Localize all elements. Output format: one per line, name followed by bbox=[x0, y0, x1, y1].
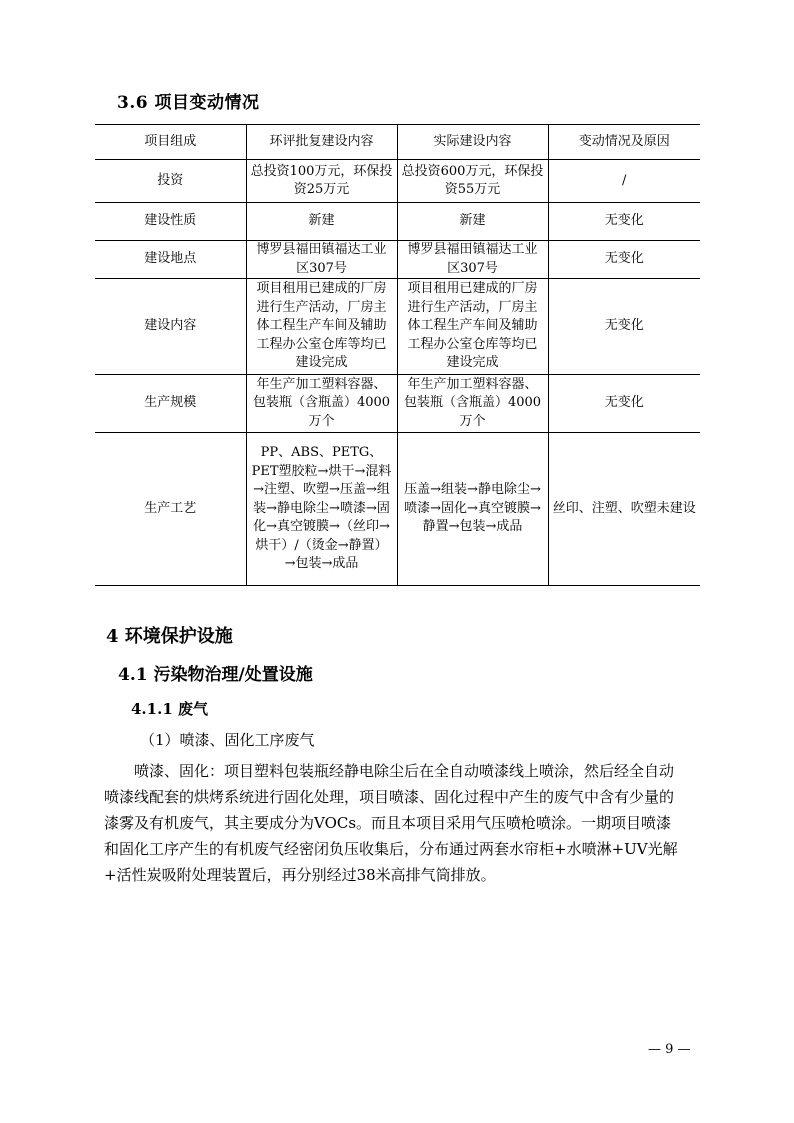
table-cell: 无变化 bbox=[548, 375, 700, 433]
heading-environmental-facilities: 4 环境保护设施 bbox=[106, 626, 233, 647]
heading-exhaust-gas: 4.1.1 废气 bbox=[131, 700, 208, 718]
table-row bbox=[95, 279, 700, 375]
table-cell: 压盖→组装→静电除尘→喷漆→固化→真空镀膜→静置→包装→成品 bbox=[397, 433, 548, 586]
table-cell: 无变化 bbox=[548, 241, 700, 279]
table-cell: 年生产加工塑料容器、包装瓶（含瓶盖）4000万个 bbox=[246, 375, 397, 433]
table-row bbox=[95, 160, 700, 203]
table-cell: 投资 bbox=[95, 160, 246, 203]
heading-pollutant-treatment: 4.1 污染物治理/处置设施 bbox=[118, 665, 313, 685]
table-cell: 生产规模 bbox=[95, 375, 246, 433]
table-cell: 总投资100万元，环保投资25万元 bbox=[246, 160, 397, 203]
table-header-cell: 环评批复建设内容 bbox=[246, 125, 397, 160]
table-header-cell: 实际建设内容 bbox=[397, 125, 548, 160]
table-cell: 丝印、注塑、吹塑未建设 bbox=[548, 433, 700, 586]
table-cell: 项目租用已建成的厂房进行生产活动，厂房主体工程生产车间及辅助工程办公室仓库等均已建设完成 bbox=[397, 279, 548, 375]
table-cell: 新建 bbox=[397, 203, 548, 241]
table-cell: 博罗县福田镇福达工业区307号 bbox=[246, 241, 397, 279]
table-cell: 新建 bbox=[246, 203, 397, 241]
table-header-row bbox=[95, 125, 700, 160]
table-row bbox=[95, 433, 700, 586]
project-change-table bbox=[95, 124, 700, 586]
table-cell: 总投资600万元，环保投资55万元 bbox=[397, 160, 548, 203]
subheading-spray-curing: （1）喷漆、固化工序废气 bbox=[140, 731, 315, 749]
table-cell: 建设性质 bbox=[95, 203, 246, 241]
table-cell: 无变化 bbox=[548, 203, 700, 241]
table-header-cell: 变动情况及原因 bbox=[548, 125, 700, 160]
table-cell: PP、ABS、PETG、PET塑胶粒→烘干→混料→注塑、吹塑→压盖→组装→静电除尘→喷漆→固化→真空镀膜→（丝印→烘干）/（烫金→静置）→包装→成品 bbox=[246, 433, 397, 586]
table-cell: 年生产加工塑料容器、包装瓶（含瓶盖）4000万个 bbox=[397, 375, 548, 433]
body-paragraph: 喷漆、固化：项目塑料包装瓶经静电除尘后在全自动喷漆线上喷涂，然后经全自动喷漆线配套的烘烤系统进行固化处理，项目喷漆、固化过程中产生的废气中含有少量的漆雾及有机废气，其主要成分为VOCs。而且本项目采用气压喷枪喷涂。一期项目喷漆和固化工序产生的有机废气经密闭负压收集后，分布通过两套水帘柜+水喷淋+UV光解+活性炭吸附处理装置后，再分别经过38米高排气筒排放。 bbox=[104, 762, 678, 884]
table-cell: 建设地点 bbox=[95, 241, 246, 279]
table-row bbox=[95, 241, 700, 279]
table-cell: 无变化 bbox=[548, 279, 700, 375]
table-cell: 项目租用已建成的厂房进行生产活动，厂房主体工程生产车间及辅助工程办公室仓库等均已建设完成 bbox=[246, 279, 397, 375]
section-title: 3.6 项目变动情况 bbox=[117, 93, 260, 113]
table-cell: 建设内容 bbox=[95, 279, 246, 375]
table-cell: 生产工艺 bbox=[95, 433, 246, 586]
table-row bbox=[95, 375, 700, 433]
table-cell: 博罗县福田镇福达工业区307号 bbox=[397, 241, 548, 279]
page-number: — 9 — bbox=[648, 1042, 691, 1057]
table-cell: / bbox=[548, 160, 700, 203]
table-row bbox=[95, 203, 700, 241]
table-header-cell: 项目组成 bbox=[95, 125, 246, 160]
